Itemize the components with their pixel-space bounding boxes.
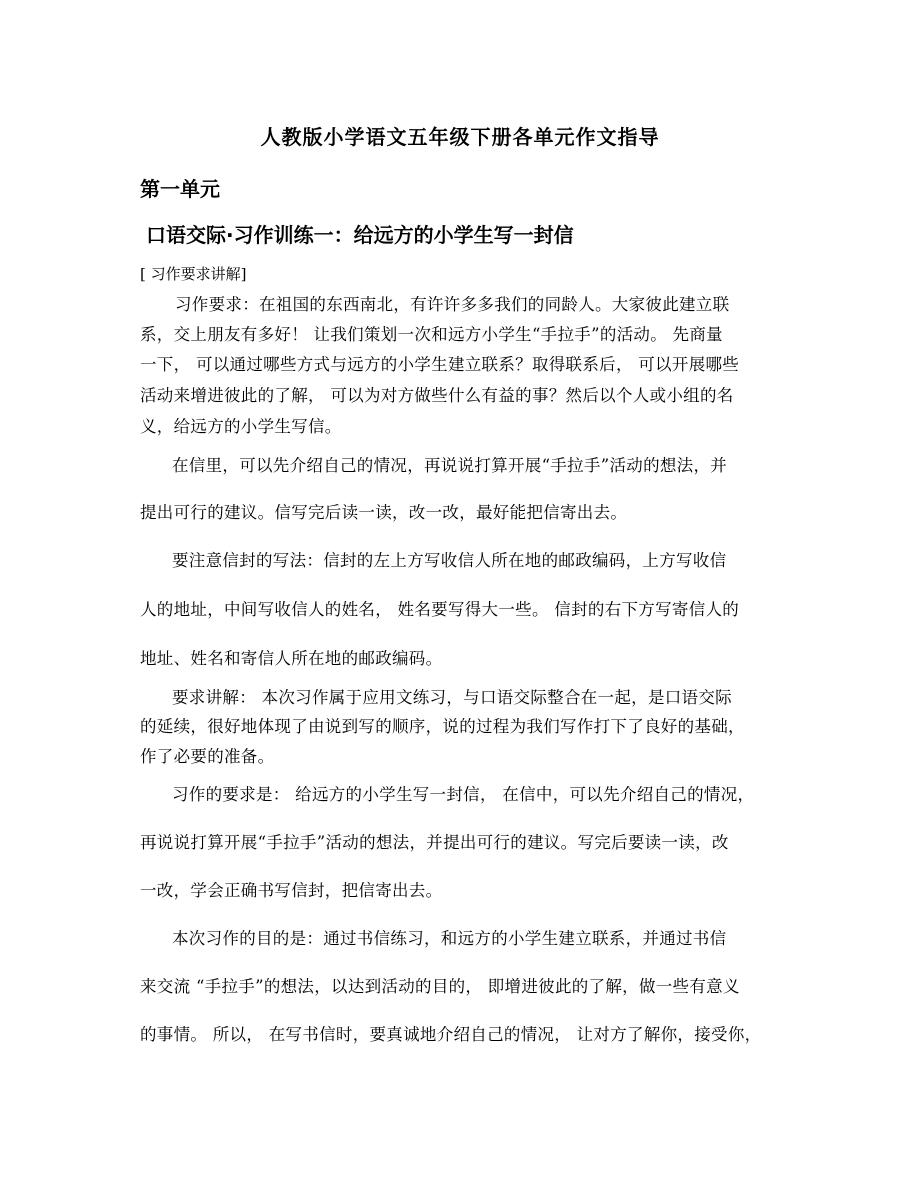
text-line: 要注意信封的写法：信封的左上方写收信人所在地的邮政编码，上方写收信 — [172, 551, 727, 570]
text-line: 一改，学会正确书写信封，把信寄出去。 — [140, 881, 443, 900]
text-line: 要求讲解： 本次习作属于应用文练习，与口语交际整合在一起，是口语交际 — [172, 688, 732, 707]
text-line: 作了必要的准备。 — [140, 747, 275, 766]
section-heading: 口语交际·习作训练一：给远方的小学生写一封信 — [146, 223, 574, 247]
unit-heading: 第一单元 — [140, 177, 220, 201]
text-line: 一下， 可以通过哪些方式与远方的小学生建立联系？取得联系后， 可以开展哪些 — [140, 355, 740, 374]
text-line: 活动来增进彼此的了解， 可以为对方做些什么有益的事？然后以个人或小组的名 — [140, 386, 734, 405]
text-line: 提出可行的建议。信写完后读一读，改一改，最好能把信寄出去。 — [140, 503, 628, 522]
text-line: 系，交上朋友有多好！ 让我们策划一次和远方小学生“手拉手”的活动。 先商量 — [140, 325, 723, 344]
document-title: 人教版小学语文五年级下册各单元作文指导 — [260, 125, 660, 149]
text-line: 地址、姓名和寄信人所在地的邮政编码。 — [140, 649, 443, 668]
text-line: 的延续，很好地体现了由说到写的顺序，说的过程为我们写作打下了良好的基础， — [140, 717, 745, 736]
text-line: 义，给远方的小学生写信。 — [140, 417, 342, 436]
text-line: 的事情。 所以， 在写书信时，要真诚地介绍自己的情况， 让对方了解你，接受你， — [140, 1025, 762, 1044]
text-line: 习作的要求是： 给远方的小学生写一封信， 在信中，可以先介绍自己的情况， — [172, 785, 755, 804]
text-line: 再说说打算开展“手拉手”活动的想法，并提出可行的建议。写完后要读一读，改 — [140, 833, 729, 852]
text-line: 习作要求：在祖国的东西南北，有许许多多我们的同龄人。大家彼此建立联 — [175, 295, 730, 314]
text-line: 本次习作的目的是：通过书信练习，和远方的小学生建立联系，并通过书信 — [172, 929, 727, 948]
text-line: 在信里，可以先介绍自己的情况，再说说打算开展“手拉手”活动的想法，并 — [172, 456, 728, 475]
subsection-label: [ 习作要求讲解] — [140, 265, 247, 283]
text-line: 来交流 “手拉手”的想法，以达到活动的目的， 即增进彼此的了解，做一些有意义 — [140, 977, 740, 996]
text-line: 人的地址，中间写收信人的姓名， 姓名要写得大一些。 信封的右下方写寄信人的 — [140, 600, 740, 619]
